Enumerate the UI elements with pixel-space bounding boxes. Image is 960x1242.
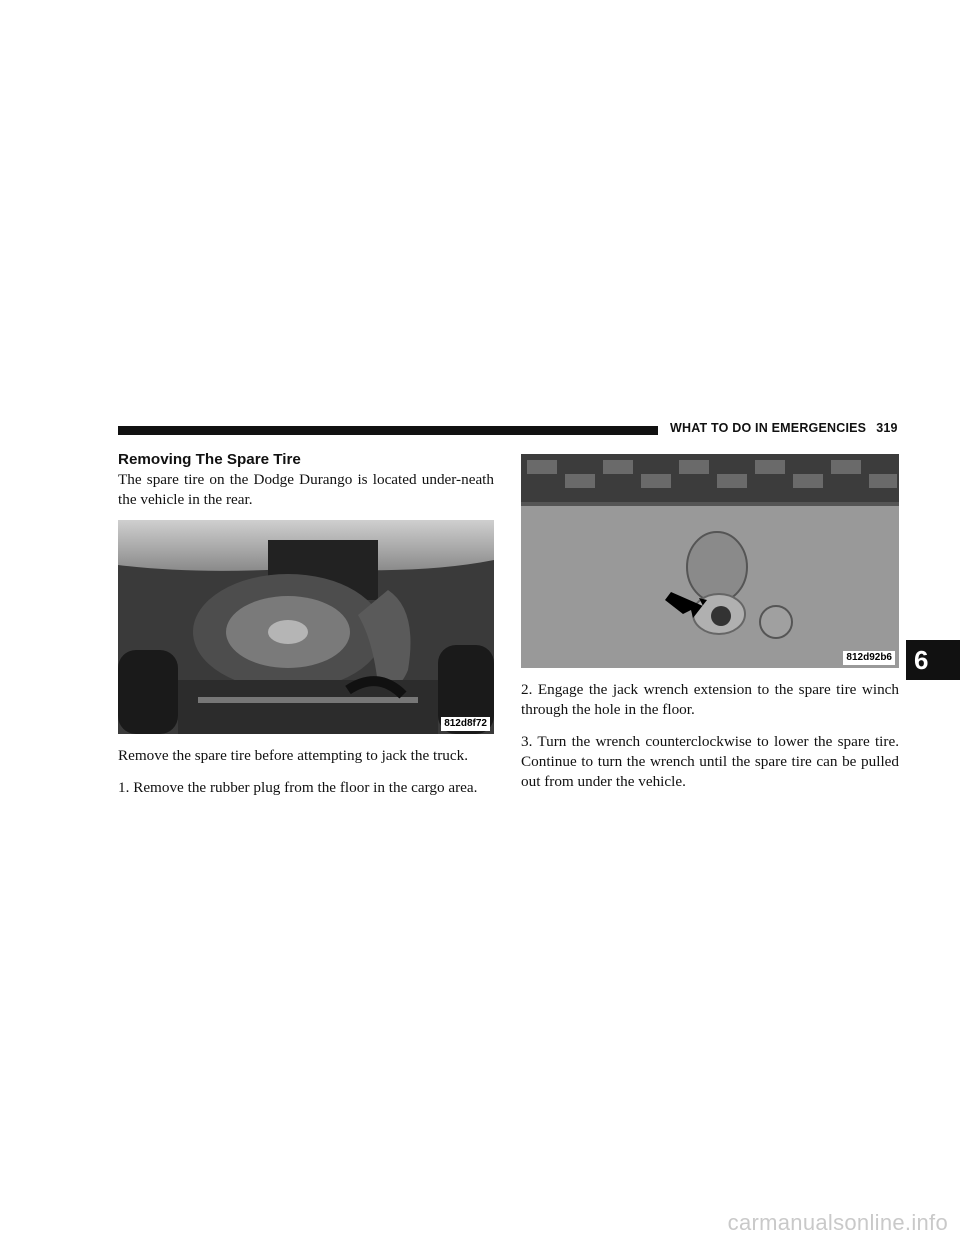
- cargo-floor-illustration: [521, 454, 899, 668]
- spare-tire-illustration: [118, 520, 494, 734]
- running-header: [670, 421, 898, 435]
- page-number: 319: [876, 421, 898, 435]
- spare-tire-photo: [118, 520, 494, 734]
- section-title: WHAT TO DO IN EMERGENCIES: [670, 421, 867, 435]
- section-heading: Removing The Spare Tire: [118, 451, 301, 468]
- intro-paragraph: The spare tire on the Dodge Durango is located under-neath the vehicle in the rear.: [118, 471, 494, 508]
- step-2: 2. Engage the jack wrench extension to the spare tire winch through the hole in the floor.: [521, 681, 899, 718]
- cargo-floor-photo: [521, 454, 899, 668]
- step-3: 3. Turn the wrench counterclockwise to lower the spare tire. Continue to turn the wrench until the spare tire can be pulled out from under the vehicle.: [521, 733, 899, 790]
- left-column: [118, 450, 494, 798]
- header-rule: [118, 426, 658, 435]
- figure-code: 812d92b6: [843, 651, 895, 665]
- chapter-tab: 6: [906, 640, 960, 680]
- step-1: 1. Remove the rubber plug from the floor in the cargo area.: [118, 779, 478, 796]
- instruction-paragraph: Remove the spare tire before attempting to jack the truck.: [118, 747, 469, 764]
- right-column: [521, 450, 899, 792]
- figure-code: 812d8f72: [441, 717, 490, 731]
- watermark: carmanualsonline.info: [727, 1210, 948, 1235]
